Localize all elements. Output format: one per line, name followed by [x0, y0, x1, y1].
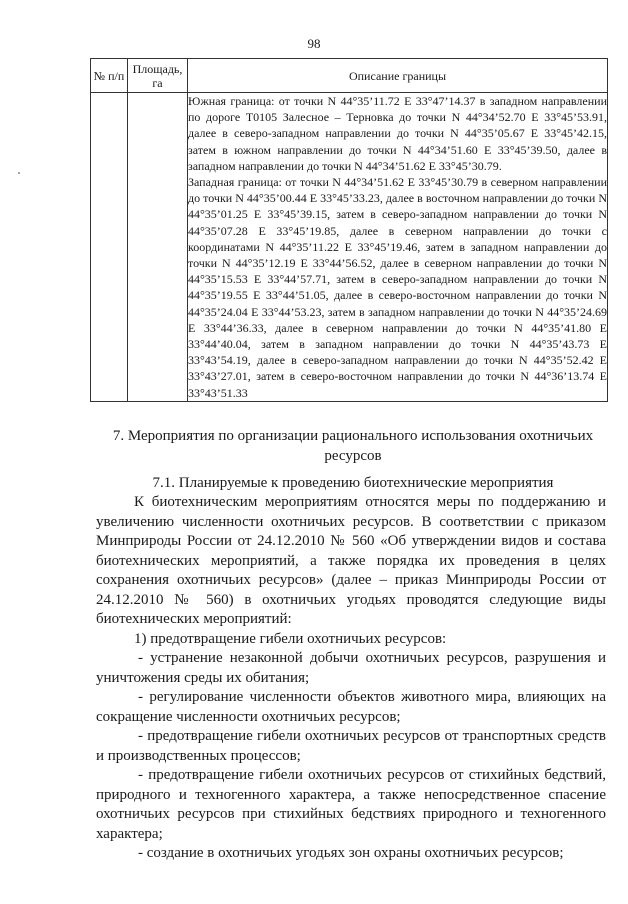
- list-item: - предотвращение гибели охотничьих ресурсов от стихийных бедствий, природного и техногенного характера, а также непосредственное спасение охотничьих ресурсов при стихийных бедствиях природного и техногенного характера;: [96, 767, 606, 842]
- header-description: Описание границы: [188, 59, 608, 93]
- subsection-title: 7.1. Планируемые к проведению биотехнические мероприятия: [152, 475, 554, 491]
- cell-area: [128, 93, 188, 402]
- list-item: - регулирование численности объектов животного мира, влияющих на сокращение численности охотничьих ресурсов;: [96, 689, 606, 725]
- page-number: 98: [307, 36, 321, 51]
- list-item: - устранение незаконной добычи охотничьих ресурсов, разрушения и уничтожения среды их обитания;: [96, 650, 606, 686]
- section-title: 7. Мероприятия по организации рационального использования охотничьих ресурсов: [112, 428, 594, 464]
- boundary-table: [90, 58, 608, 402]
- scan-speck: [18, 172, 20, 174]
- table-row: [91, 93, 608, 402]
- west-boundary-text: Западная граница: от точки N 44°34’51.62 E 33°45’30.79 в северном направлении до точки N 44°35’00.44 E 33°45’33.23, далее в восточном направлении до точки N 44°35’01.25 E 33°45’39.15, затем в северо-западном направлении до точки N 44°35’07.28 E 33°45’19.85, далее в северном направлении до точки с координатами N 44°35’11.22 E 33°45’19.46, затем в западном направлении до точки N 44°35’12.19 E 33°44’56.52, далее в северном направлении до точки N 44°35’15.53 E 33°44’57.71, затем в северо-западном направлении до точки N 44°35’19.55 E 33°44’51.05, далее в северо-восточном направлении до точки N 44°35’24.04 E 33°44’53.23, затем в западном направлении до точки N 44°35’24.69 E 33°44’36.33, далее в северном направлении до точки N 44°35’41.80 E 33°44’40.04, затем в западном направлении до точки N 44°35’43.73 E 33°43’54.19, далее в северо-западном направлении до точки N 44°35’52.42 E 33°43’27.01, затем в северо-восточном направлении до точки N 44°36’13.74 E 33°43’51.33: [188, 175, 607, 400]
- list-item: 1) предотвращение гибели охотничьих ресурсов:: [134, 630, 447, 647]
- list-item: - создание в охотничьих угодьях зон охраны охотничьих ресурсов;: [138, 845, 564, 861]
- body-text: [96, 493, 606, 864]
- table-header-row: [91, 59, 608, 93]
- list-item: - предотвращение гибели охотничьих ресурсов от транспортных средств и производственных процессов;: [96, 728, 606, 764]
- header-number: № п/п: [91, 59, 128, 93]
- header-area: Площадь, га: [128, 59, 188, 93]
- cell-number: [91, 93, 128, 402]
- paragraph: К биотехническим мероприятиям относятся меры по поддержанию и увеличению численности охотничьих ресурсов. В соответствии с приказом Минприроды России от 24.12.2010 № 560 «Об утверждении видов и состава биотехнических мероприятий, а также порядка их проведения в целях сохранения охотничьих ресурсов» (далее – приказ Минприроды России от 24.12.2010 № 560) в охотничьих угодьях проводятся следующие виды биотехнических мероприятий:: [96, 494, 606, 627]
- south-boundary-text: Южная граница: от точки N 44°35’11.72 E 33°47’14.37 в западном направлении по дороге Т0105 Залесное – Терновка до точки N 44°34’52.70 E 33°45’53.91, далее в северо-западном направлении до точки N 44°35’05.67 E 33°45’42.15, затем в южном направлении до точки N 44°34’51.60 E 33°45’39.50, далее в западном направлении до точки N 44°34’51.62 E 33°45’30.79.: [188, 94, 607, 173]
- cell-description: [188, 93, 608, 402]
